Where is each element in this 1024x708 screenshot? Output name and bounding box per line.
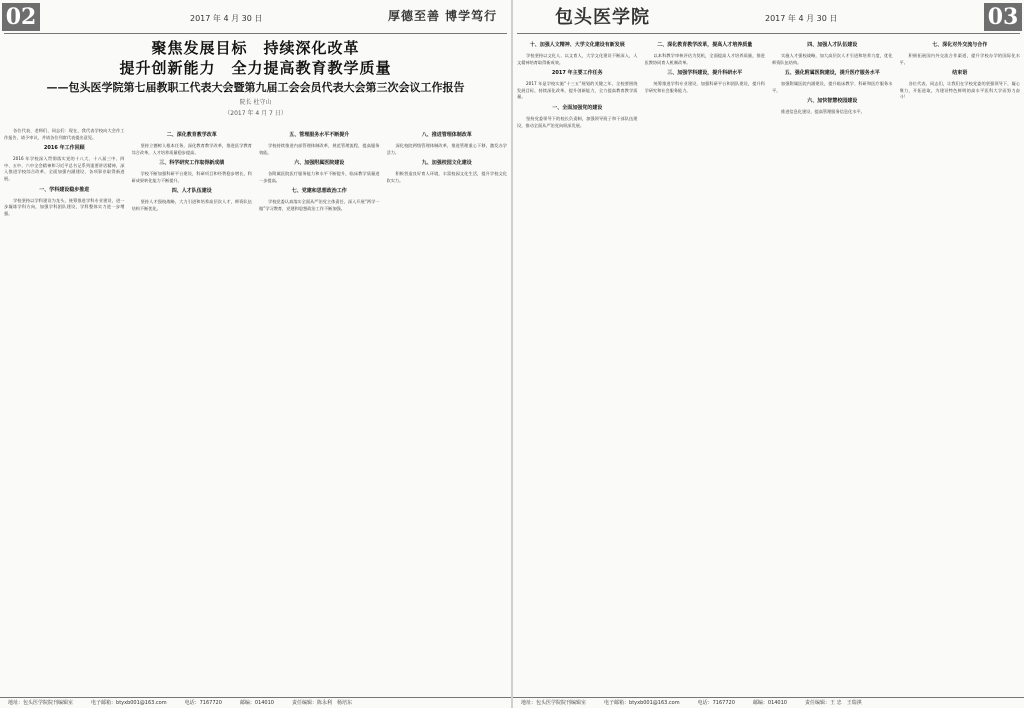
masthead-rule bbox=[517, 33, 1020, 34]
footer-email: 电子邮箱：btyxb001@163.com bbox=[604, 700, 680, 706]
text-column bbox=[772, 38, 893, 694]
section-heading: 一、学科建设稳步推进 bbox=[39, 186, 90, 193]
text-column bbox=[259, 128, 380, 694]
footer-phone: 电话：7167720 bbox=[697, 700, 735, 706]
issue-date: 2017 年 4 月 30 日 bbox=[190, 14, 263, 23]
body-paragraph: 统筹推进学科专业建设，加强科研平台和团队建设，提升科学研究和社会服务能力。 bbox=[644, 81, 765, 93]
right-footer bbox=[513, 697, 1024, 708]
section-heading: 七、深化对外交流与合作 bbox=[932, 42, 988, 48]
headline-primary: 聚焦发展目标 持续深化改革 bbox=[151, 39, 360, 57]
section-heading: 二、深化教育教学改革，提高人才培养质量 bbox=[657, 42, 753, 48]
body-paragraph: 加强附属医院内涵建设，提升临床教学、科研和医疗服务水平。 bbox=[772, 81, 893, 93]
headline-secondary: 提升创新能力 全力提高教育教学质量 bbox=[119, 59, 392, 77]
section-heading: 七、党建和思想政治工作 bbox=[291, 188, 347, 195]
byline: 院长 杜守山 bbox=[239, 99, 272, 106]
body-paragraph: 实施人才强校战略，加大高层次人才引进和培养力度，优化师资队伍结构。 bbox=[772, 53, 893, 65]
body-paragraph: 学校不断加强科研平台建设，科研项目和经费稳步增长，科研成果转化能力不断提升。 bbox=[131, 171, 252, 183]
section-heading: 四、加强人才队伍建设 bbox=[807, 42, 858, 48]
body-paragraph: 坚持人才强校战略，大力引进和培养高层次人才，师资队伍结构不断优化。 bbox=[131, 199, 252, 211]
body-paragraph: 坚持立德树人根本任务，深化教育教学改革，推进医学教育综合改革，人才培养质量稳步提高。 bbox=[131, 143, 252, 155]
section-heading: 十、加强人文精神、大学文化建设有新发展 bbox=[529, 42, 625, 48]
section-heading: 九、加强校园文化建设 bbox=[421, 160, 472, 167]
text-column bbox=[517, 38, 638, 694]
section-heading: 八、推进管理体制改革 bbox=[421, 132, 472, 138]
section-heading: 四、人才队伍建设 bbox=[171, 188, 212, 195]
section-heading: 一、全面加强党的建设 bbox=[552, 104, 603, 111]
body-paragraph: 深化校院两级管理体制改革，推进管理重心下移，激发办学活力。 bbox=[386, 143, 507, 155]
body-paragraph: 推进信息化建设，提高管理服务信息化水平。 bbox=[781, 109, 865, 115]
section-heading: 六、加强附属医院建设 bbox=[294, 160, 345, 167]
school-motto: 厚德至善 博学笃行 bbox=[388, 9, 498, 23]
page-number: 03 bbox=[984, 3, 1022, 31]
footer-postcode: 邮编：014010 bbox=[239, 700, 274, 706]
body-paragraph: 积极营造良好育人环境，丰富校园文化生活，提升学校文化软实力。 bbox=[386, 171, 507, 183]
footer-address: 地址：包头医学院院刊编辑室 bbox=[8, 700, 74, 706]
section-heading: 五、强化附属医院建设，提升医疗服务水平 bbox=[784, 70, 880, 77]
masthead-rule bbox=[4, 33, 507, 34]
section-heading: 2016 年工作回顾 bbox=[43, 145, 85, 152]
page-number: 02 bbox=[2, 3, 40, 31]
text-column bbox=[645, 38, 766, 694]
body-paragraph: 坚持党委领导下的校长负责制，加强领导班子和干部队伍建设，推动全面从严治党向纵深发展。 bbox=[517, 115, 638, 128]
text-column bbox=[132, 128, 253, 694]
body-paragraph: 学校持续推进内部管理体制改革，规范管理流程，提高服务效能。 bbox=[259, 143, 380, 155]
left-page bbox=[0, 0, 511, 708]
section-heading: 2017 年主要工作任务 bbox=[551, 70, 603, 77]
issue-date: 2017 年 4 月 30 日 bbox=[765, 14, 838, 23]
body-paragraph: 2017 年是学校实施“十三五”规划的关键之年，全校要围绕发展目标，持续深化改革，提升创新能力，全力提高教育教学质量。 bbox=[517, 81, 638, 100]
text-column bbox=[900, 38, 1021, 694]
subheadline: ——包头医学院第七届教职工代表大会暨第九届工会会员代表大会第三次会议工作报告 bbox=[46, 81, 465, 94]
right-page bbox=[513, 0, 1024, 708]
section-heading: 三、加强学科建设，提升科研水平 bbox=[667, 70, 743, 77]
section-heading: 五、管理服务水平不断提升 bbox=[289, 132, 350, 138]
text-column bbox=[387, 128, 508, 694]
section-heading: 六、加快智慧校园建设 bbox=[807, 98, 858, 105]
section-heading: 结束语 bbox=[952, 70, 968, 77]
body-paragraph: 学校党委认真落实全面从严治党主体责任，深入开展“两学一做”学习教育，党建和思想政治工作不断加强。 bbox=[259, 199, 380, 211]
footer-phone: 电话：7167720 bbox=[184, 700, 222, 706]
section-heading: 二、深化教育教学改革 bbox=[166, 132, 217, 138]
footer-address: 地址：包头医学院院刊编辑室 bbox=[521, 700, 587, 706]
footer-email: 电子邮箱：btyxb001@163.com bbox=[91, 700, 167, 706]
school-logo: 包头医学院 bbox=[555, 7, 650, 28]
text-column bbox=[4, 128, 125, 694]
footer-postcode: 邮编：014010 bbox=[752, 700, 787, 706]
body-paragraph: 各位代表、同志们，让我们在学校党委的坚强领导下，凝心聚力，开拓进取，为建设特色鲜明的高水平医科大学而努力奋斗！ bbox=[899, 81, 1020, 100]
right-masthead bbox=[513, 0, 1024, 33]
body-paragraph: 学校坚持以文化人、以文育人，大学文化建设不断深入，人文精神培育取得新成效。 bbox=[517, 53, 638, 65]
left-footer bbox=[0, 697, 511, 708]
right-article-columns bbox=[517, 38, 1020, 694]
body-paragraph: 各附属医院医疗服务能力和水平不断提升，临床教学质量进一步提高。 bbox=[259, 171, 380, 183]
footer-editor: 责任编辑：王 忠 王瑞祺 bbox=[804, 700, 862, 706]
left-masthead bbox=[0, 0, 511, 33]
body-paragraph: 以本科教学审核评估为契机，全面提高人才培养质量，推进医教协同育人机制改革。 bbox=[644, 53, 765, 65]
body-paragraph: 积极拓展国内外交流合作渠道，提升学校办学的国际化水平。 bbox=[899, 53, 1020, 65]
left-article-columns bbox=[4, 128, 507, 694]
footer-editor: 责任编辑：陈永利 杨培东 bbox=[291, 700, 352, 706]
section-heading: 三、科学研究工作取得新成绩 bbox=[159, 160, 225, 167]
body-paragraph: 2016 年学校深入贯彻落实党的十八大、十八届三中、四中、五中、六中全会精神和习近平总书记系列重要讲话精神，深入推进学校综合改革，全面加强内涵建设，各项事业取得新进展。 bbox=[4, 156, 125, 181]
byline-date: （2017 年 4 月 7 日） bbox=[224, 110, 287, 117]
body-paragraph: 学校坚持以学科建设为龙头，统筹推进学科专业建设，进一步凝练学科方向，加强学科团队建设，学科整体实力进一步增强。 bbox=[4, 197, 125, 216]
body-paragraph: 各位代表、老师们、同志们：现在，我代表学校向大会作工作报告，请予审议，并请各位列席代表提出意见。 bbox=[4, 128, 125, 140]
article-header bbox=[0, 38, 511, 118]
